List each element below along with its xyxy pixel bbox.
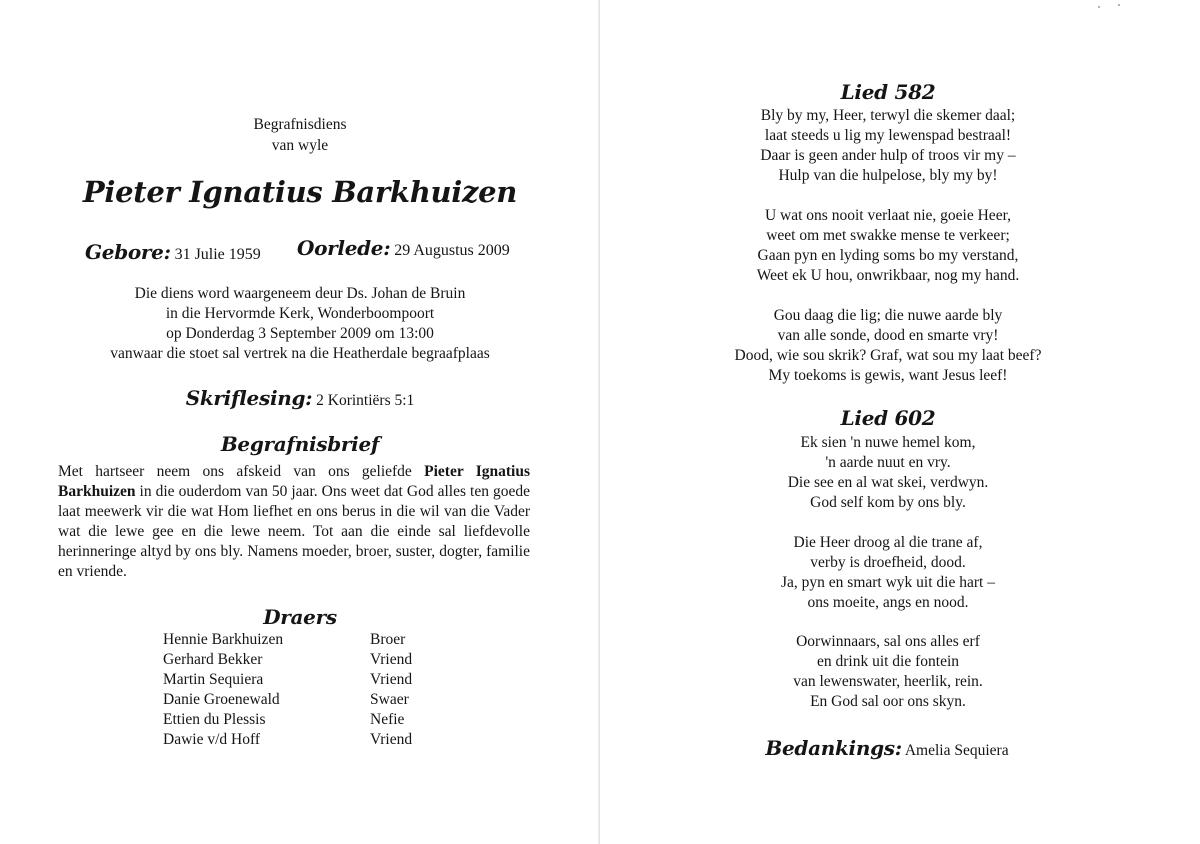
verse-line: Gou daag die lig; die nuwe aarde bly xyxy=(773,307,1003,324)
service-line: op Donderdag 3 September 2009 om 13:00 xyxy=(166,325,434,342)
bearer-name: Gerhard Bekker xyxy=(163,651,263,668)
bearer-row xyxy=(163,670,463,690)
verse-line: van lewenswater, heerlik, rein. xyxy=(793,673,983,690)
intro-line: Begrafnisdiens xyxy=(253,116,347,133)
verse-line: Weet ek U hou, onwrikbaar, nog my hand. xyxy=(756,267,1020,284)
service-line: Die diens word waargeneem deur Ds. Johan de Bruin xyxy=(134,285,466,302)
bearer-name: Dawie v/d Hoff xyxy=(163,731,260,748)
letter-intro: Met hartseer neem ons afskeid van ons geliefde xyxy=(58,463,425,480)
verse-line: weet om met swakke mense te verkeer; xyxy=(766,227,1010,244)
hymn2-title: Lied 602 xyxy=(840,406,936,430)
bearers-heading: Draers xyxy=(263,605,337,629)
verse-line: Hulp van die hulpelose, bly my by! xyxy=(778,167,998,184)
bearers-list xyxy=(163,630,463,750)
verse-line: Die Heer droog al die trane af, xyxy=(793,534,983,551)
born-value: 31 Julie 1959 xyxy=(174,246,261,263)
verse-line: My toekoms is gewis, want Jesus leef! xyxy=(768,367,1008,384)
died-value: 29 Augustus 2009 xyxy=(394,242,510,259)
bearer-name: Danie Groenewald xyxy=(163,691,280,708)
intro-block xyxy=(190,114,410,156)
hymn2-stanza xyxy=(668,632,1108,712)
hymn1-stanza xyxy=(668,206,1108,286)
letter-heading: Begrafnisbrief xyxy=(220,432,380,456)
dates-row xyxy=(85,234,525,268)
service-line: vanwaar die stoet sal vertrek na die Heatherdale begraafplaas xyxy=(110,345,490,362)
verse-line: van alle sonde, dood en smarte vry! xyxy=(777,327,999,344)
reading-value: 2 Korintiërs 5:1 xyxy=(316,392,415,409)
bearer-row xyxy=(163,710,463,730)
verse-line: Oorwinnaars, sal ons alles erf xyxy=(796,633,980,650)
verse-line: U wat ons nooit verlaat nie, goeie Heer, xyxy=(764,207,1011,224)
verse-line: Die see en al wat skei, verdwyn. xyxy=(787,474,989,491)
verse-line: 'n aarde nuut en vry. xyxy=(825,454,951,471)
bearer-name: Ettien du Plessis xyxy=(163,711,266,728)
bearer-relation: Swaer xyxy=(370,691,409,708)
verse-line: Ja, pyn en smart wyk uit die hart – xyxy=(781,574,995,591)
hymn2-stanza xyxy=(668,533,1108,613)
bearer-row xyxy=(163,650,463,670)
bearer-relation: Vriend xyxy=(370,651,413,668)
scan-speck xyxy=(1098,6,1100,8)
thanks-label: Bedankings: xyxy=(765,736,902,760)
intro-line: van wyle xyxy=(271,137,329,154)
scripture-reading xyxy=(60,384,540,415)
bearer-row xyxy=(163,730,463,750)
service-line: in die Hervormde Kerk, Wonderboompoort xyxy=(165,305,435,322)
died-label: Oorlede: xyxy=(297,236,391,260)
verse-line: ons moeite, angs en nood. xyxy=(807,594,969,611)
verse-line: En God sal oor ons skyn. xyxy=(810,693,966,710)
bearer-relation: Vriend xyxy=(370,731,413,748)
acknowledgements xyxy=(665,734,1109,765)
bearer-name: Hennie Barkhuizen xyxy=(163,631,284,648)
bearer-row xyxy=(163,630,463,650)
verse-line: God self kom by ons bly. xyxy=(810,494,966,511)
verse-line: laat steeds u lig my lewenspad bestraal! xyxy=(764,127,1012,144)
hymn1-stanza xyxy=(668,306,1108,386)
verse-line: en drink uit die fontein xyxy=(816,653,960,670)
bearer-relation: Broer xyxy=(370,631,406,648)
verse-line: Daar is geen ander hulp of troos vir my – xyxy=(760,147,1016,164)
born-label: Gebore: xyxy=(85,240,171,264)
letter-body: in die ouderdom van 50 jaar. Ons weet dat God alles ten goede laat meewerk vir die wat Hom liefhet en ons berus in die wil van die Vader wat die lewe gee en die lewe neem. Tot aan die einde sal liefdevolle herinneringe altyd by ons bly. Namens moeder, broer, suster, dogter, familie en vriende. xyxy=(58,483,530,580)
bearer-relation: Nefie xyxy=(370,711,405,728)
verse-line: Gaan pyn en lyding soms bo my verstand, xyxy=(757,247,1019,264)
verse-line: verby is droefheid, dood. xyxy=(810,554,966,571)
letter-name: Pieter Ignatius Barkhuizen xyxy=(58,463,530,500)
verse-line: Dood, wie sou skrik? Graf, wat sou my laat beef? xyxy=(734,347,1042,364)
hymn2-stanza xyxy=(668,433,1108,513)
page-fold xyxy=(598,0,600,844)
hymn1-title: Lied 582 xyxy=(840,80,936,104)
bearer-name: Martin Sequiera xyxy=(163,671,264,688)
deceased-name: Pieter Ignatius Barkhuizen xyxy=(82,175,518,209)
service-details xyxy=(60,284,540,364)
hymn1-stanza xyxy=(668,106,1108,186)
verse-line: Ek sien 'n nuwe hemel kom, xyxy=(800,434,976,451)
verse-line: Bly by my, Heer, terwyl die skemer daal; xyxy=(760,107,1016,124)
scan-speck xyxy=(1118,4,1120,6)
bearer-row xyxy=(163,690,463,710)
reading-label: Skriflesing: xyxy=(185,386,313,410)
thanks-value: Amelia Sequiera xyxy=(904,742,1009,759)
bearer-relation: Vriend xyxy=(370,671,413,688)
funeral-letter xyxy=(58,462,530,582)
